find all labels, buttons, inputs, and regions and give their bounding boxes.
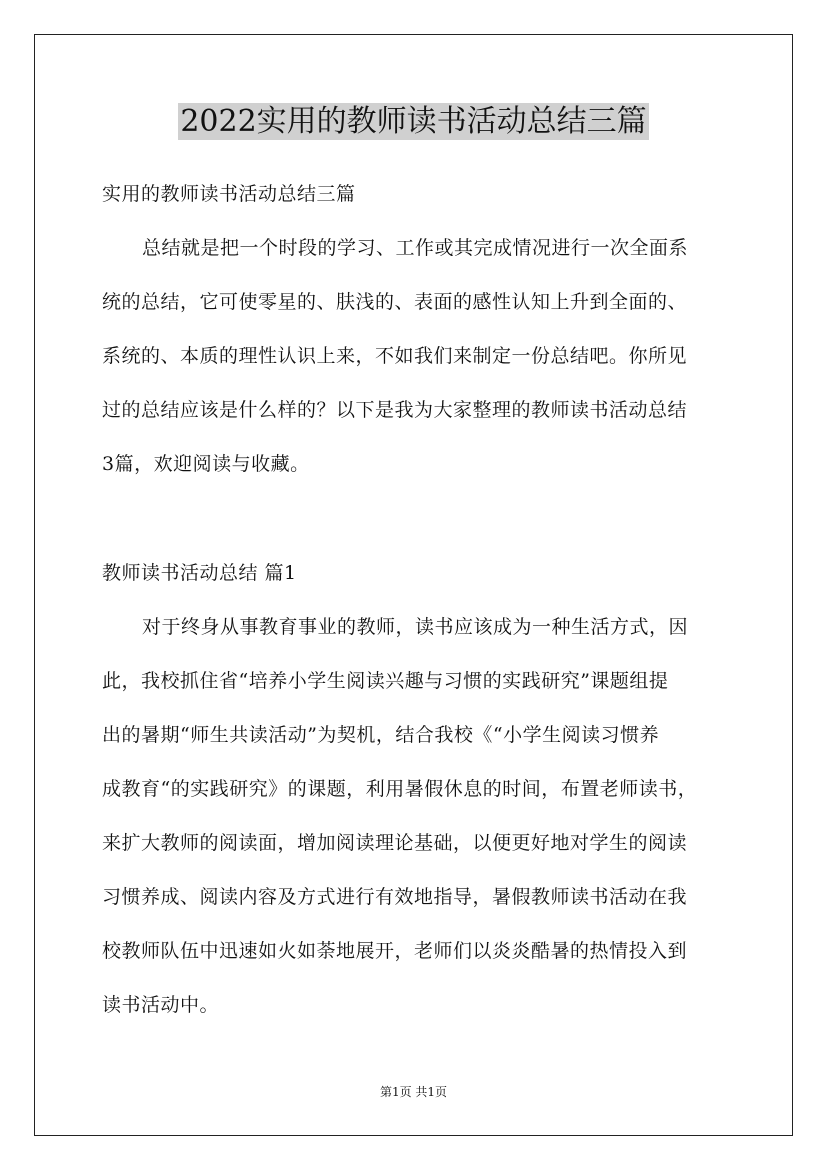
document-title-text: 2022实用的教师读书活动总结三篇	[180, 104, 647, 139]
section-line: 对于终身从事教育事业的教师，读书应该成为一种生活方式，因	[142, 616, 689, 638]
intro-line: 统的总结，它可使零星的、肤浅的、表面的感性认知上升到全面的、	[102, 291, 688, 313]
document-subtitle: 实用的教师读书活动总结三篇	[102, 183, 356, 205]
page-footer: 第1页 共1页	[379, 1085, 448, 1099]
intro-line: 总结就是把一个时段的学习、工作或其完成情况进行一次全面系	[142, 237, 689, 259]
document-title	[0, 97, 827, 147]
section-line: 此，我校抓住省“培养小学生阅读兴趣与习惯的实践研究”课题组提	[102, 670, 669, 692]
section-line: 校教师队伍中迅速如火如荼地展开，老师们以炎炎酷暑的热情投入到	[102, 940, 688, 962]
intro-line: 3篇，欢迎阅读与收藏。	[102, 453, 310, 475]
intro-line: 系统的、本质的理性认识上来，不如我们来制定一份总结吧。你所见	[102, 345, 688, 367]
intro-line: 过的总结应该是什么样的？以下是我为大家整理的教师读书活动总结	[102, 399, 688, 421]
section-line: 成教育“的实践研究》的课题，利用暑假休息的时间，布置老师读书，	[102, 778, 698, 800]
section-line: 来扩大教师的阅读面，增加阅读理论基础，以便更好地对学生的阅读	[102, 832, 688, 854]
section-line: 习惯养成、阅读内容及方式进行有效地指导，暑假教师读书活动在我	[102, 886, 688, 908]
section-line: 出的暑期“师生共读活动”为契机，结合我校《“小学生阅读习惯养	[102, 724, 660, 746]
section-heading: 教师读书活动总结 篇1	[102, 562, 297, 584]
section-line: 读书活动中。	[102, 994, 220, 1016]
